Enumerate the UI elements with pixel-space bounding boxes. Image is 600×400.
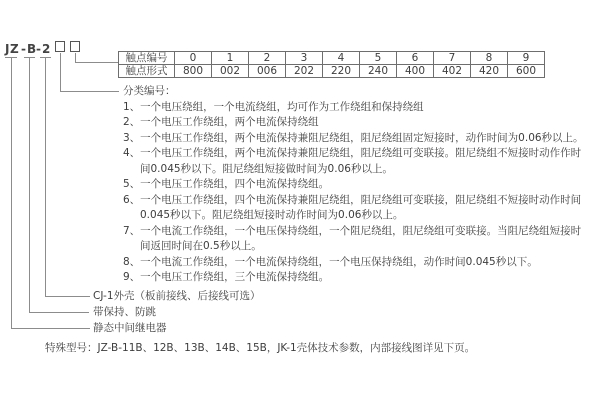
- contact-number-cell: 0: [175, 52, 212, 65]
- leader-classification-horizontal: [60, 91, 119, 92]
- contact-form-row: [119, 65, 545, 78]
- contact-form-cell: 800: [175, 65, 212, 78]
- contact-blank-box: [70, 41, 80, 52]
- contact-form-label: 触点形式: [119, 65, 175, 78]
- classification-list: [123, 84, 598, 286]
- contact-form-cell: 402: [434, 65, 471, 78]
- contact-form-cell: 202: [286, 65, 323, 78]
- leader-shell-horizontal: [45, 296, 90, 297]
- contact-number-cell: 7: [434, 52, 471, 65]
- contact-form-cell: 600: [508, 65, 545, 78]
- contact-form-cell: 220: [323, 65, 360, 78]
- model-series: B: [27, 42, 37, 56]
- leader-contact-vertical: [75, 53, 76, 62]
- model-number: 2: [42, 42, 51, 56]
- leader-latch-horizontal: [29, 312, 89, 313]
- contact-table: [118, 51, 545, 78]
- contact-number-row: [119, 52, 545, 65]
- classification-item: 2、一个电压工作绕组，两个电流保持绕组: [123, 116, 319, 128]
- contact-number-cell: 5: [360, 52, 397, 65]
- leader-relay-horizontal: [11, 328, 90, 329]
- classification-item: 7、一个电流工作绕组，一个电压保持绕组，一个阻尼绕组，阻尼绕组可变联接。当阻尼绕组短接时: [123, 224, 582, 237]
- classification-item: 4、一个电压工作绕组，两个电流保持兼阻尼绕组，阻尼绕组可变联接。阻尼绕组不短接时动作作时: [123, 147, 582, 159]
- contact-number-cell: 9: [508, 52, 545, 65]
- classification-item-continuation: 间返回时间在0.5秒以上。: [140, 240, 262, 252]
- classification-item: 1、一个电压绕组，一个电流绕组，均可作为工作绕组和保持绕组: [123, 100, 424, 113]
- classification-item-continuation: 间0.045秒以下。阻尼绕组短接做时间为0.06秒以上。: [140, 162, 393, 175]
- contact-form-cell: 002: [212, 65, 249, 78]
- classification-blank-box: [55, 41, 65, 52]
- contact-number-cell: 1: [212, 52, 249, 65]
- classification-item: 8、一个电流工作绕组，一个电流保持绕组，一个电压保持绕组，动作时间0.045秒以下。: [123, 255, 538, 268]
- classification-item: 3、一个电压工作绕组，两个电流保持兼阻尼绕组，阻尼绕组固定短接时，动作时间为0.06秒以上。: [123, 131, 584, 144]
- model-prefix: JZ: [5, 42, 20, 56]
- classification-title: 分类编号：: [123, 85, 176, 97]
- contact-form-cell: 006: [249, 65, 286, 78]
- contact-number-cell: 6: [397, 52, 434, 65]
- leader-shell-vertical: [45, 58, 46, 297]
- contact-number-cell: 2: [249, 52, 286, 65]
- contact-form-cell: 240: [360, 65, 397, 78]
- contact-form-cell: 420: [471, 65, 508, 78]
- classification-item-continuation: 0.045秒以下。阻尼绕组短接时动作时间为0.06秒以上。: [140, 209, 404, 221]
- contact-form-cell: 400: [397, 65, 434, 78]
- contact-number-cell: 3: [286, 52, 323, 65]
- contact-number-label: 触点编号: [119, 52, 175, 65]
- contact-number-cell: 4: [323, 52, 360, 65]
- leader-classification-vertical: [60, 53, 61, 92]
- shell-callout: CJ-1外壳（板前接线、后接线可选）: [93, 290, 261, 302]
- relay-type-callout: 静态中间继电器: [93, 322, 167, 334]
- classification-item: 6、一个电压工作绕组，四个电流保持兼阻尼绕组，阻尼绕组可变联接，阻尼绕组不短接时动作时间: [123, 193, 582, 206]
- latch-callout: 带保持、防跳: [93, 306, 156, 318]
- contact-number-cell: 8: [471, 52, 508, 65]
- leader-relay-vertical: [11, 58, 12, 329]
- leader-contact-horizontal: [75, 62, 118, 63]
- classification-item: 5、一个电压工作绕组，四个电流保持绕组。: [123, 178, 330, 190]
- model-separator: -: [21, 42, 27, 56]
- leader-latch-vertical: [29, 58, 30, 313]
- special-models-footnote: 特殊型号：JZ-B-11B、12B、13B、14B、15B，JK-1壳体技术参数，内部接线图详见下页。: [45, 342, 476, 354]
- classification-item: 9、一个电压工作绕组，三个电流保持绕组。: [123, 271, 330, 283]
- model-separator: -: [36, 42, 42, 56]
